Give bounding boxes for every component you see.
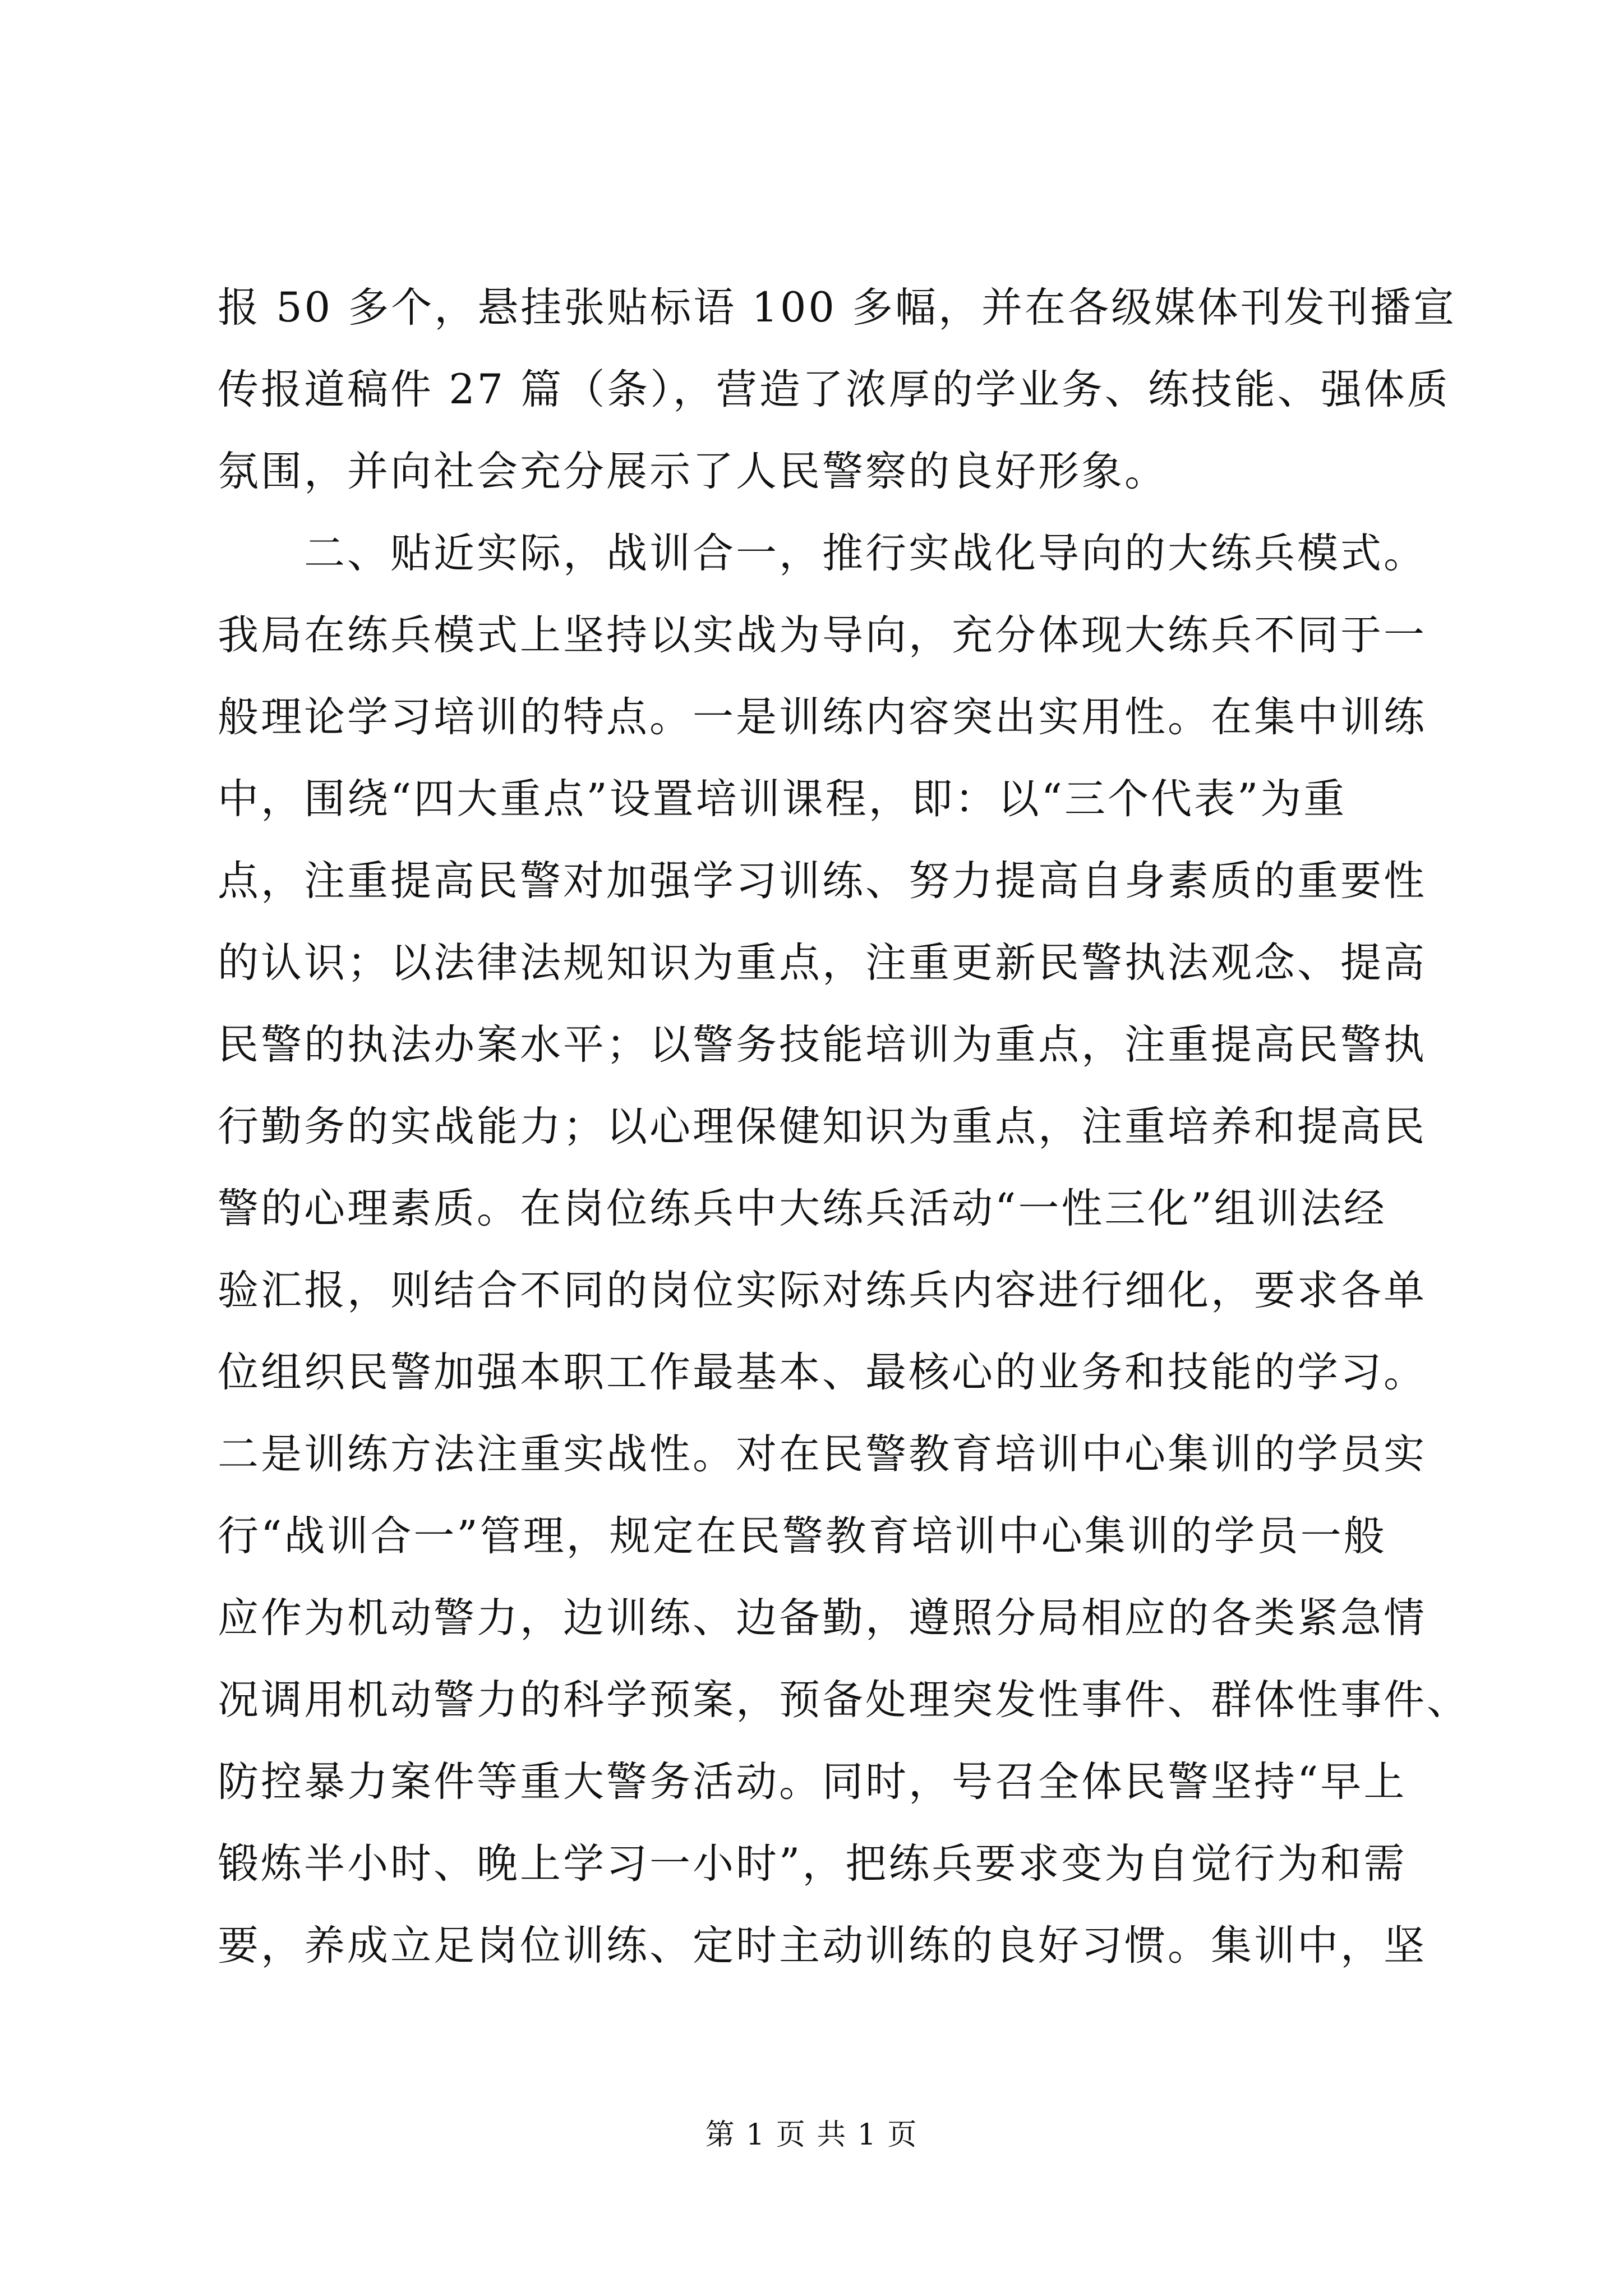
- text-line: 警的心理素质。在岗位练兵中大练兵活动“一性三化”组训法经: [218, 1185, 1387, 1232]
- text-line: 我局在练兵模式上坚持以实战为导向，充分体现大练兵不同于一: [218, 611, 1427, 659]
- text-line: 验汇报，则结合不同的岗位实际对练兵内容进行细化，要求各单: [218, 1267, 1427, 1314]
- text-line: 氛围，并向社会充分展示了人民警察的良好形象。: [218, 448, 1168, 495]
- text-line: 的认识；以法律法规知识为重点，注重更新民警执法观念、提高: [218, 939, 1427, 987]
- page-number-footer: 第 1 页 共 1 页: [705, 2118, 918, 2152]
- document-body: [218, 267, 1470, 1987]
- text-line: 点，注重提高民警对加强学习训练、努力提高自身素质的重要性: [218, 857, 1427, 905]
- text-line: 民警的执法办案水平；以警务技能培训为重点，注重提高民警执: [218, 1021, 1427, 1069]
- text-line: 位组织民警加强本职工作最基本、最核心的业务和技能的学习。: [218, 1349, 1427, 1396]
- text-line: 二是训练方法注重实战性。对在民警教育培训中心集训的学员实: [218, 1430, 1427, 1478]
- text-line: 要，养成立足岗位训练、定时主动训练的良好习惯。集训中，坚: [218, 1922, 1427, 1970]
- text-line: 应作为机动警力，边训练、边备勤，遵照分局相应的各类紧急情: [218, 1594, 1427, 1642]
- text-line: 传报道稿件 27 篇（条），营造了浓厚的学业务、练技能、强体质: [218, 366, 1450, 413]
- text-line: 行勤务的实战能力；以心理保健知识为重点，注重培养和提高民: [218, 1103, 1427, 1151]
- text-line: 报 50 多个，悬挂张贴标语 100 多幅，并在各级媒体刊发刊播宣: [218, 284, 1457, 332]
- text-line: 二、贴近实际，战训合一，推行实战化导向的大练兵模式。: [218, 530, 1427, 577]
- text-line: 行“战训合一”管理，规定在民警教育培训中心集训的学员一般: [218, 1512, 1387, 1560]
- text-line: 况调用机动警力的科学预案，预备处理突发性事件、群体性事件、: [218, 1676, 1470, 1724]
- text-line: 防控暴力案件等重大警务活动。同时，号召全体民警坚持“早上: [218, 1758, 1407, 1806]
- text-line: 中，围绕“四大重点”设置培训课程，即：以“三个代表”为重: [218, 775, 1347, 823]
- text-line: 般理论学习培训的特点。一是训练内容突出实用性。在集中训练: [218, 693, 1427, 741]
- text-line: 锻炼半小时、晚上学习一小时”，把练兵要求变为自觉行为和需: [218, 1840, 1407, 1888]
